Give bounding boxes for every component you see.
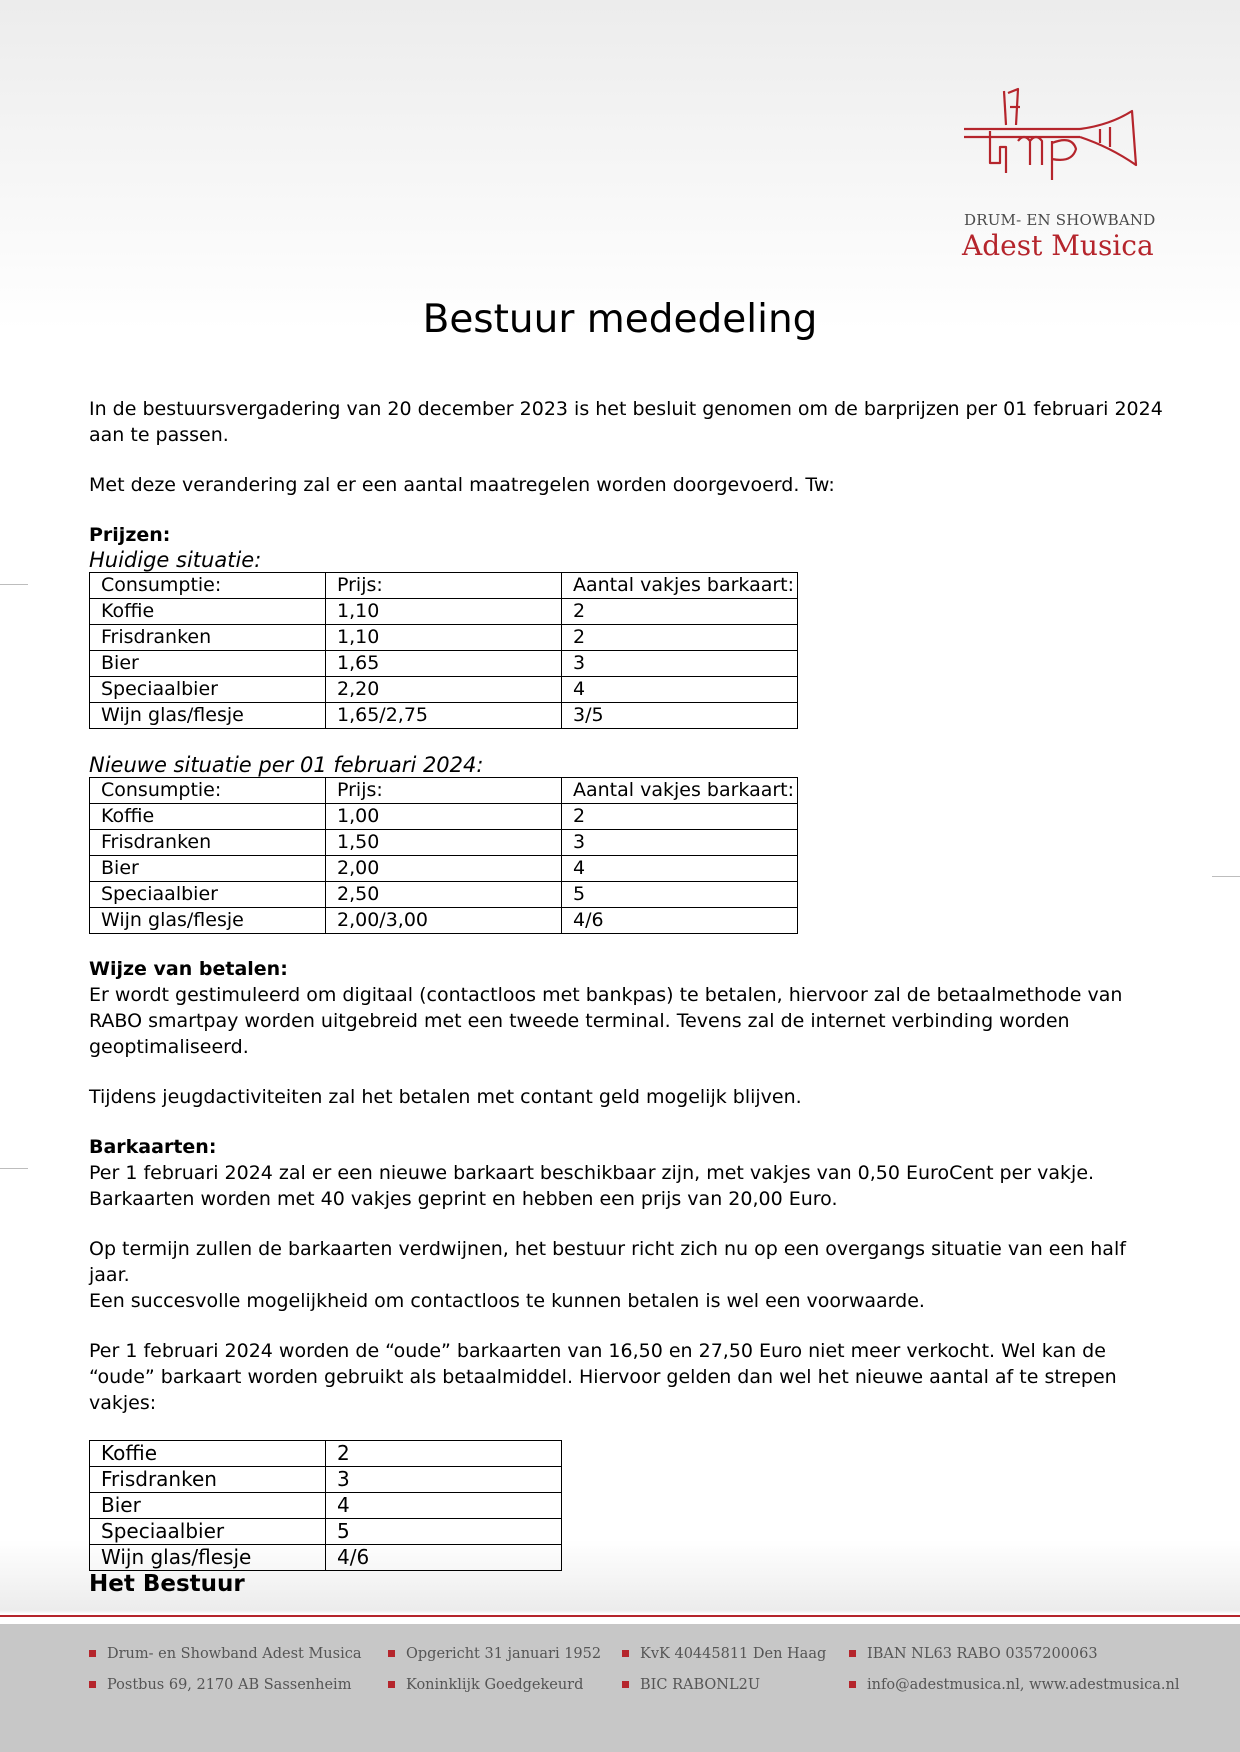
table-cell: 1,50 [326,830,562,856]
betalen-paragraph-2: Tijdens jeugdactiviteiten zal het betalen met contant geld mogelijk blijven. [89,1086,802,1108]
table-header: Aantal vakjes barkaart: [562,573,798,599]
table-row [90,677,798,703]
table-row [90,882,798,908]
logo [960,85,1160,265]
betalen-heading: Wijze van betalen: [89,958,288,980]
table-cell: Wijn glas/flesje [90,908,326,934]
table-row [90,651,798,677]
table-cell: Speciaalbier [90,1519,326,1545]
table-cell: Bier [90,1493,326,1519]
margin-mark [1212,876,1240,877]
table-cell: 4 [562,856,798,882]
table-cell: Koffie [90,1441,326,1467]
table-row [90,599,798,625]
table-cell: Speciaalbier [90,882,326,908]
table-cell: Bier [90,651,326,677]
table-row [90,625,798,651]
table-cell: 5 [326,1519,562,1545]
table-cell: 3 [562,830,798,856]
table-cell: 1,00 [326,804,562,830]
table-row [90,856,798,882]
bullet-square-icon [89,1681,96,1688]
table-cell: 3 [562,651,798,677]
table-cell: Wijn glas/flesje [90,703,326,729]
table-cell: Wijn glas/flesje [90,1545,326,1571]
table-cell: 1,10 [326,599,562,625]
trumpet-am-logo-icon [960,85,1160,185]
table-cell: 1,65/2,75 [326,703,562,729]
bullet-square-icon [89,1650,96,1657]
bullet-square-icon [622,1650,629,1657]
barkaarten-line: Per 1 februari 2024 zal er een nieuwe barkaart beschikbaar zijn, met vakjes van 0,50 EuroCent per vakje. [89,1162,1095,1184]
table-cell: 2 [326,1441,562,1467]
table-row [90,703,798,729]
prijzen-heading: Prijzen: [89,524,171,546]
table-row [90,1545,562,1571]
table-header-row [90,573,798,599]
bullet-square-icon [388,1650,395,1657]
old-card-table [89,1440,562,1571]
table-header: Prijs: [326,573,562,599]
page-title: Bestuur mededeling [422,297,818,342]
footer-item: KvK 40445811 Den Haag [622,1646,826,1662]
table-cell: 5 [562,882,798,908]
margin-mark [0,584,28,585]
table-row [90,1493,562,1519]
barkaarten-line: Op termijn zullen de barkaarten verdwijnen, het bestuur richt zich nu op een overgangs situatie van een half jaar. [89,1238,1126,1286]
table-cell: 2,00 [326,856,562,882]
table-cell: 2 [562,804,798,830]
bullet-square-icon [849,1681,856,1688]
table-row [90,1441,562,1467]
barkaarten-line: Een succesvolle mogelijkheid om contactloos te kunnen betalen is wel een voorwaarde. [89,1290,925,1312]
table-cell: Bier [90,856,326,882]
table-cell: 3 [326,1467,562,1493]
document-body [89,396,1169,1597]
table-cell: 2,50 [326,882,562,908]
table-row [90,908,798,934]
bullet-square-icon [849,1650,856,1657]
table-row [90,830,798,856]
betalen-paragraph: Er wordt gestimuleerd om digitaal (contactloos met bankpas) te betalen, hiervoor zal de betaalmethode van RABO smartpay worden uitgebreid met een tweede terminal. Tevens zal de internet verbinding worden geoptimaliseerd. [89,984,1123,1058]
barkaarten-line: Barkaarten worden met 40 vakjes geprint en hebben een prijs van 20,00 Euro. [89,1188,838,1210]
bullet-square-icon [622,1681,629,1688]
current-prices-table [89,572,798,729]
footer-item: Drum- en Showband Adest Musica [89,1646,362,1662]
table-header: Consumptie: [90,573,326,599]
table-cell: 2,20 [326,677,562,703]
table-header: Prijs: [326,778,562,804]
footer-item: info@adestmusica.nl, www.adestmusica.nl [849,1677,1180,1693]
new-situation-label: Nieuwe situatie per 01 februari 2024: [89,753,484,777]
table-cell: Frisdranken [90,625,326,651]
footer-item: Koninklijk Goedgekeurd [388,1677,583,1693]
table-cell: Koffie [90,599,326,625]
barkaarten-paragraph: Per 1 februari 2024 worden de “oude” barkaarten van 16,50 en 27,50 Euro niet meer verkocht. Wel kan de “oude” barkaart worden gebruikt als betaalmiddel. Hiervoor gelden dan wel het nieuwe aantal af te strepen vakjes: [89,1340,1117,1414]
footer-divider [0,1615,1240,1617]
table-cell: 1,65 [326,651,562,677]
table-cell: Frisdranken [90,1467,326,1493]
bullet-square-icon [388,1681,395,1688]
table-header-row [90,778,798,804]
table-cell: 4/6 [562,908,798,934]
table-cell: Frisdranken [90,830,326,856]
table-cell: 4 [326,1493,562,1519]
footer-item: BIC RABONL2U [622,1677,760,1693]
table-cell: 3/5 [562,703,798,729]
table-cell: Koffie [90,804,326,830]
logo-subtitle: DRUM- EN SHOWBAND [964,211,1156,229]
table-cell: 4/6 [326,1545,562,1571]
table-cell: 2 [562,625,798,651]
footer [0,1624,1240,1752]
table-row [90,804,798,830]
footer-item: Opgericht 31 januari 1952 [388,1646,601,1662]
table-cell: Speciaalbier [90,677,326,703]
new-prices-table [89,777,798,934]
table-header: Consumptie: [90,778,326,804]
intro-paragraph-2: Met deze verandering zal er een aantal maatregelen worden doorgevoerd. Tw: [89,474,835,496]
margin-mark [0,1168,28,1169]
footer-item: IBAN NL63 RABO 0357200063 [849,1646,1098,1662]
table-cell: 1,10 [326,625,562,651]
table-header: Aantal vakjes barkaart: [562,778,798,804]
table-row [90,1467,562,1493]
footer-item: Postbus 69, 2170 AB Sassenheim [89,1677,351,1693]
table-cell: 4 [562,677,798,703]
intro-paragraph: In de bestuursvergadering van 20 december 2023 is het besluit genomen om de barprijzen per 01 februari 2024 aan te passen. [89,398,1163,446]
table-cell: 2 [562,599,798,625]
signature: Het Bestuur [89,1571,245,1597]
logo-name: Adest Musica [962,229,1154,262]
current-situation-label: Huidige situatie: [89,548,262,572]
barkaarten-heading: Barkaarten: [89,1136,217,1158]
table-row [90,1519,562,1545]
table-cell: 2,00/3,00 [326,908,562,934]
